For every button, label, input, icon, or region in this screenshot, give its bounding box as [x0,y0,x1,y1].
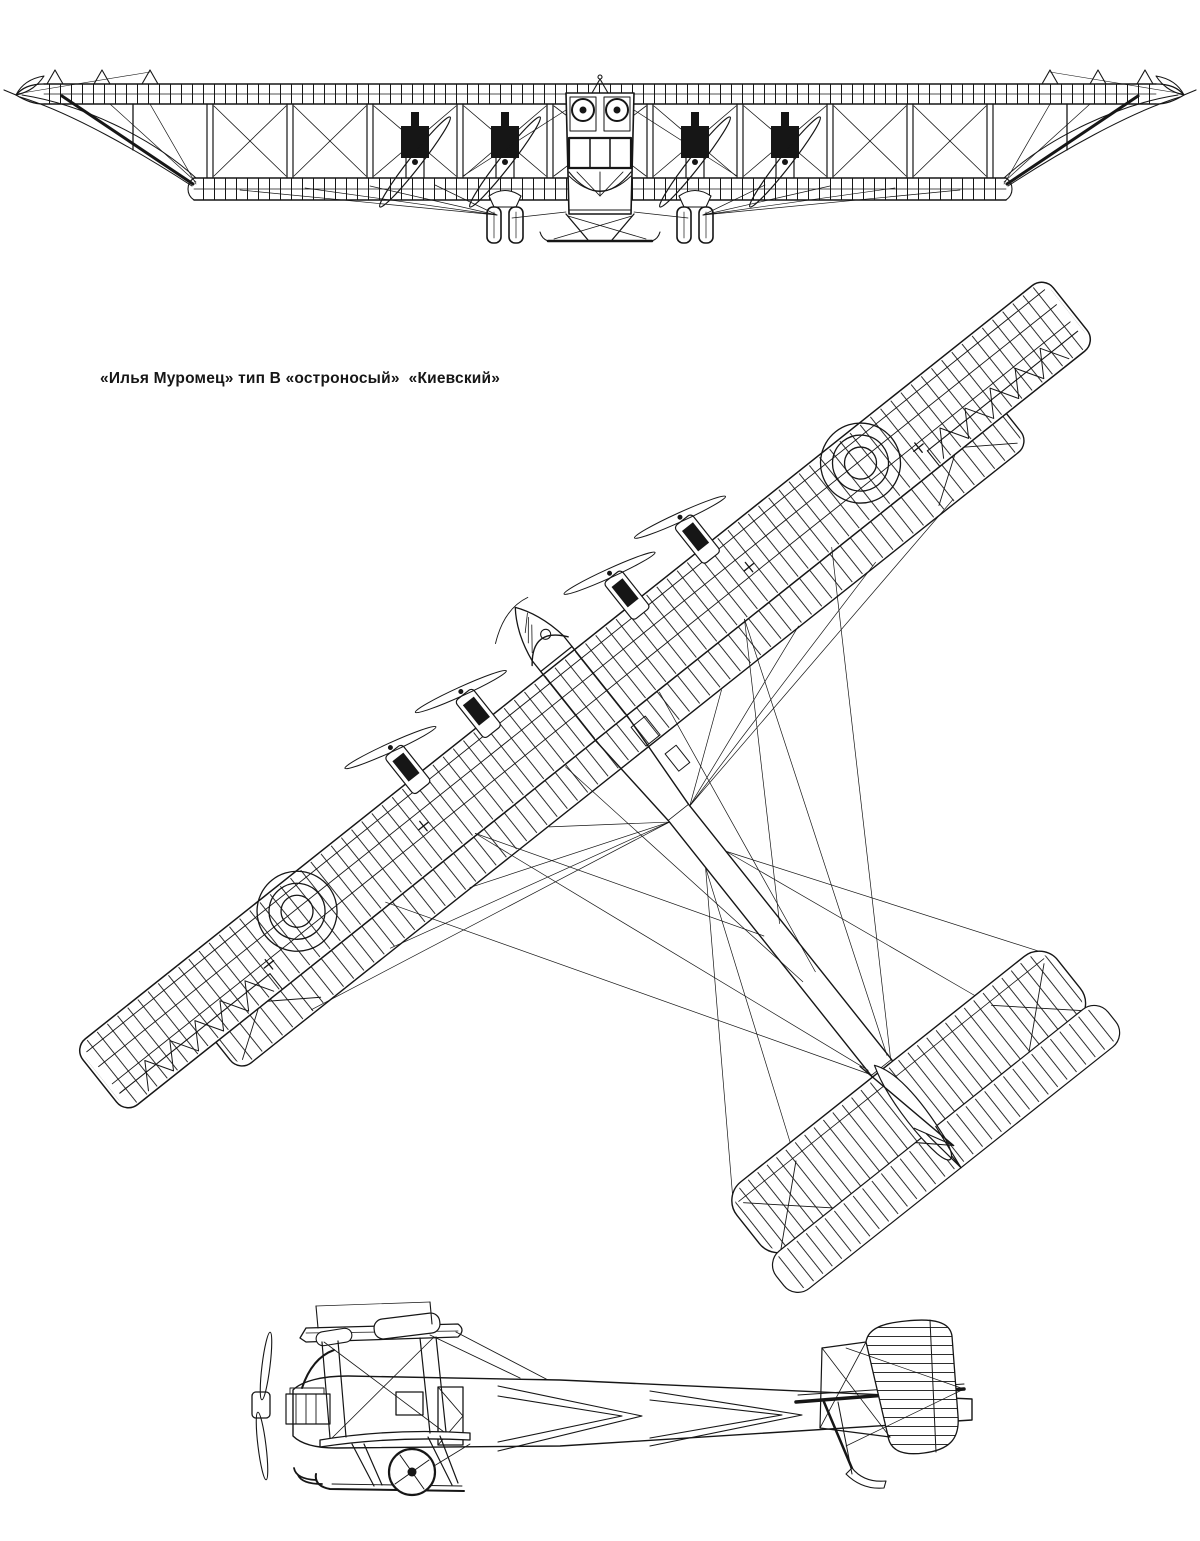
cockpit-windows [569,138,631,168]
front-view [4,70,1196,243]
side-view [252,1302,972,1495]
landing-gear-left [487,191,523,244]
front-fuselage [566,75,634,214]
propeller-blade [254,1412,270,1480]
landing-gear-right [677,191,713,244]
plan-tail [707,925,1127,1300]
rudder [866,1320,958,1454]
wingtip-truss-right [1004,95,1180,186]
wheel [389,1449,435,1495]
wingtip-truss-left [20,95,196,186]
front-bumper [294,1468,316,1480]
caption: «Илья Муромец» тип В «остроносый» «Киевский» [100,370,501,387]
central-skid [540,214,660,241]
top-view [29,220,1200,1541]
window [396,1392,423,1415]
hatch [665,745,690,771]
plan-upper-wing [69,270,1097,1114]
propeller-blade [258,1332,274,1400]
prop-hub [252,1392,270,1418]
